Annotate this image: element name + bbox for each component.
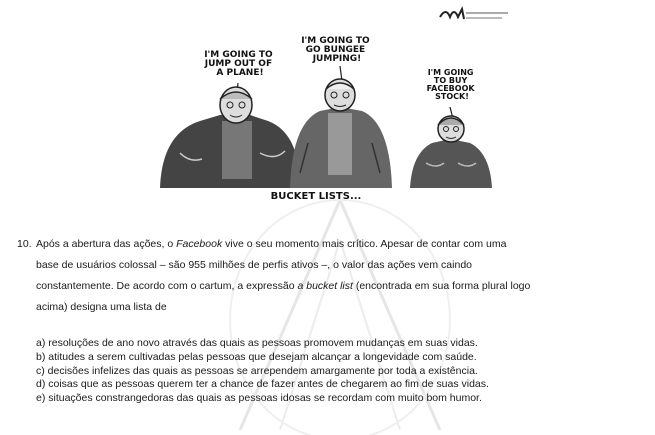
question-text-part: constantemente. De acordo com o cartum, a expressão: [36, 280, 298, 292]
cartoon-caption: BUCKET LISTS...: [270, 191, 362, 202]
question-line-2: base de usuários colossal – são 955 milhões de perfis ativos –, o valor das ações vem caindo: [36, 259, 472, 271]
bubble-right-text: I'M GOING TO BUY FACEBOOK STOCK!: [426, 68, 475, 101]
question-text-part: (encontrada em sua forma plural logo: [352, 280, 531, 292]
question-line-3: [36, 276, 630, 297]
option-e[interactable]: e) situações constrangedoras das quais as pessoas idosas se recordam com muito bom humor.: [36, 392, 482, 405]
bubble-left-text: I'M GOING TO JUMP OUT OF A PLANE!: [204, 50, 273, 78]
question-number: 10.: [17, 238, 32, 250]
cartoon-illustration: [140, 3, 520, 203]
option-a[interactable]: a) resoluções de ano novo através das quais as pessoas promovem mudanças em suas vidas.: [36, 337, 478, 349]
left-old-man: [160, 87, 300, 188]
option-d[interactable]: d) coisas que as pessoas querem ter a chance de fazer antes de chegarem ao fim de suas vidas.: [36, 378, 489, 391]
center-old-man: [290, 79, 392, 188]
facebook-term: Facebook: [176, 238, 223, 250]
cartoon-drawing: [140, 3, 520, 203]
right-old-lady: [410, 116, 492, 188]
bucket-list-term: a bucket list: [297, 280, 353, 292]
bubble-center-text: I'M GOING TO GO BUNGEE JUMPING!: [301, 36, 370, 64]
option-b[interactable]: b) atitudes a serem cultivadas pelas pessoas que desejam alcançar a longevidade com saúde.: [36, 350, 477, 363]
answer-options: [36, 337, 636, 406]
question-line-1: [36, 234, 630, 255]
question-line-4: acima) designa uma lista de: [36, 301, 167, 313]
question-text-part: Após a abertura das ações, o: [36, 238, 177, 250]
option-c[interactable]: c) decisões infelizes das quais as pessoas se arrependem amargamente por toda a existência.: [36, 364, 478, 377]
question-text-part: vive o seu momento mais crítico. Apesar de contar com uma: [222, 238, 507, 250]
